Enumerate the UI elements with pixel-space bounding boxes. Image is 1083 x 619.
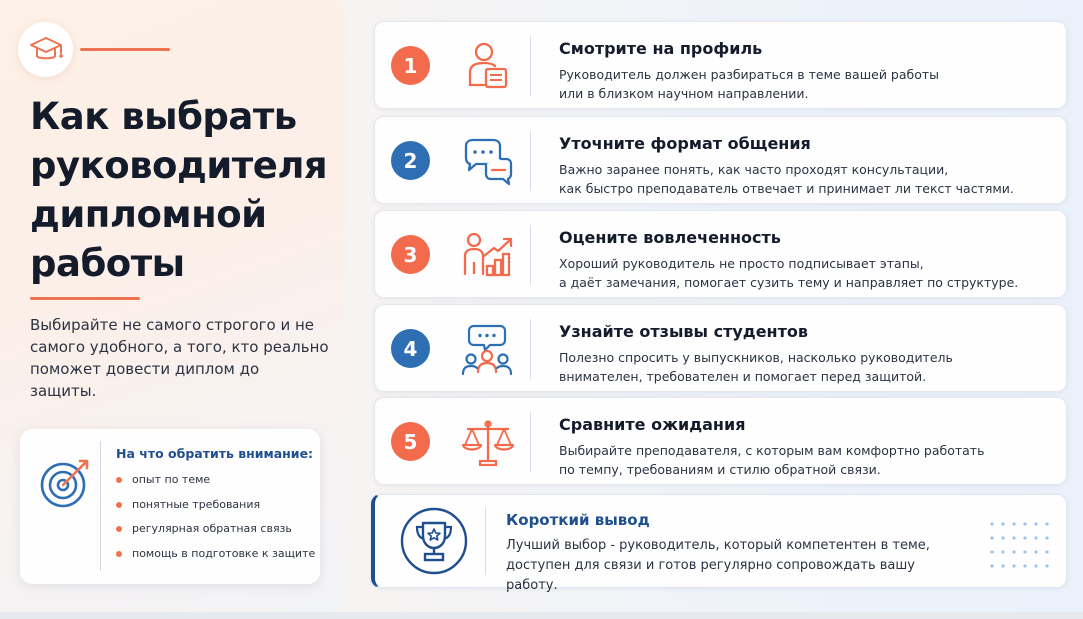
step-card-1 — [374, 21, 1067, 109]
list-item — [116, 473, 315, 498]
step-number-badge: 3 — [391, 235, 430, 274]
summary-description — [506, 536, 966, 596]
summary-description-line: доступен для связи и готов регулярно сопровождать вашу работу. — [506, 558, 915, 593]
step-card-3 — [374, 210, 1067, 298]
step-card-2 — [374, 116, 1067, 204]
step-description-line: Выбирайте преподавателя, с которым вам комфортно работать — [559, 443, 985, 458]
step-title: Сравните ожидания — [559, 415, 746, 434]
decorative-dot-grid — [989, 521, 1051, 569]
bottom-strip — [0, 612, 1083, 619]
step-description-line: внимателен, требователен и помогает перед защитой. — [559, 369, 927, 384]
page-title: Как выбрать руководителя дипломной работы — [30, 95, 328, 285]
graduation-cap-badge — [18, 22, 73, 77]
attention-list — [116, 473, 315, 571]
list-item-label: опыт по теме — [132, 473, 211, 486]
list-item-label: понятные требования — [132, 497, 261, 511]
step-description-line: Руководитель должен разбираться в теме вашей работы — [559, 67, 940, 82]
summary-divider — [485, 507, 486, 575]
bullet-dot — [116, 477, 122, 483]
step-divider — [530, 131, 531, 191]
bullet-dot — [116, 502, 122, 508]
step-description — [559, 441, 1059, 479]
attention-card — [20, 429, 320, 584]
attention-heading: На что обратить внимание: — [116, 446, 314, 461]
step-description-line: Важно заранее понять, как часто проходят консультации, — [559, 162, 949, 177]
step-description-line: по темпу, требованиям и стилю обратной связи. — [559, 462, 881, 477]
list-item — [116, 498, 315, 523]
profile-document-icon — [460, 39, 516, 95]
step-description-line: а даёт замечания, помогает сузить тему и направляет по структуре. — [559, 275, 1019, 290]
step-description — [559, 254, 1059, 292]
step-number-badge: 2 — [391, 141, 430, 180]
target-icon — [36, 451, 98, 513]
attention-divider — [100, 441, 101, 571]
step-description — [559, 65, 1059, 103]
step-title: Узнайте отзывы студентов — [559, 322, 808, 341]
chat-bubbles-icon — [460, 134, 516, 190]
list-item — [116, 522, 315, 547]
step-number-badge: 1 — [391, 46, 430, 85]
scales-icon — [460, 415, 516, 471]
step-number-badge: 5 — [391, 422, 430, 461]
step-card-5 — [374, 397, 1067, 485]
step-divider — [530, 225, 531, 285]
step-title: Смотрите на профиль — [559, 39, 763, 58]
summary-description-line: Лучший выбор - руководитель, который компетентен в теме, — [506, 538, 930, 553]
trophy-icon — [399, 506, 469, 576]
list-item-label: помощь в подготовке к защите — [132, 546, 316, 560]
step-title: Уточните формат общения — [559, 134, 811, 153]
summary-card — [371, 494, 1067, 593]
group-feedback-icon — [460, 322, 516, 378]
step-divider — [530, 36, 531, 96]
step-description-line: Хороший руководитель не просто подписывает этапы, — [559, 256, 924, 271]
step-number-badge: 4 — [391, 329, 430, 368]
bullet-dot — [116, 526, 122, 532]
step-description-line: Полезно спросить у выпускников, насколько руководитель — [559, 350, 953, 365]
growth-chart-icon — [460, 228, 516, 284]
title-accent-rule — [30, 297, 140, 300]
graduation-cap-icon — [29, 35, 63, 65]
left-panel — [0, 0, 346, 612]
step-card-4 — [374, 304, 1067, 392]
list-item — [116, 547, 315, 572]
step-divider — [530, 319, 531, 379]
step-divider — [530, 412, 531, 472]
top-accent-rule — [80, 48, 170, 51]
step-description-line: или в близком научном направлении. — [559, 86, 809, 101]
step-title: Оцените вовлеченность — [559, 228, 781, 247]
step-description-line: как быстро преподаватель отвечает и принимает ли текст частями. — [559, 181, 1014, 196]
step-description — [559, 160, 1059, 198]
bullet-dot — [116, 551, 122, 557]
summary-title: Короткий вывод — [506, 511, 650, 529]
step-description — [559, 348, 1059, 386]
page-subtitle: Выбирайте не самого строгого и не самого удобного, а того, кто реально поможет довести диплом до защиты. — [30, 316, 329, 400]
list-item-label: регулярная обратная связь — [132, 522, 292, 535]
